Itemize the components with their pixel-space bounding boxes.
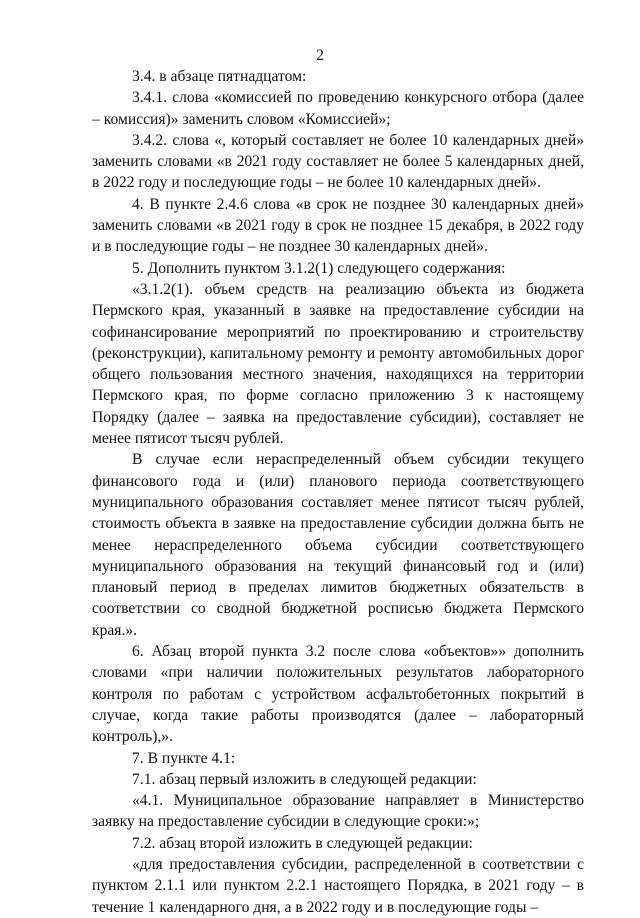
document-body — [92, 66, 584, 918]
paragraph-3-1-2-1: «3.1.2(1). объем средств на реализацию объекта из бюджета Пермского края, указанный в заявке на предоставление субсидии на софинансирование мероприятий по проектированию и строительству (реконструкции), капитальному ремонту и ремонту автомобильных дорог общего пользования местного значения, находящихся на территории Пермского края, по форме согласно приложению 3 к настоящему Порядку (далее – заявка на предоставление субсидии), составляет не менее пятисот тысяч рублей. — [92, 280, 584, 448]
paragraph-4: 4. В пункте 2.4.6 слова «в срок не позднее 30 календарных дней» заменить словами «в 2021 году в срок не позднее 15 декабря, в 2022 году и в последующие годы – не позднее 30 календарных дней». — [92, 195, 584, 256]
paragraph-7-1: 7.1. абзац первый изложить в следующей редакции: — [132, 770, 477, 788]
paragraph-5: 5. Дополнить пунктом 3.1.2(1) следующего содержания: — [132, 259, 506, 277]
paragraph-3-4: 3.4. в абзаце пятнадцатом: — [132, 68, 307, 85]
paragraph-7: 7. В пункте 4.1: — [132, 749, 236, 767]
paragraph-6: 6. Абзац второй пункта 3.2 после слова «объектов»» дополнить словами «при наличии положительных результатов лабораторного контроля по работам с устройством асфальтобетонных покрытий в случае, когда такие работы производятся (далее – лабораторный контроль),». — [92, 643, 584, 746]
page-number: 2 — [316, 47, 324, 64]
paragraph-3-4-1: 3.4.1. слова «комиссией по проведению конкурсного отбора (далее – комиссия)» заменить словом «Комиссией»; — [92, 89, 584, 128]
paragraph-subsidy-deadline: «для предоставления субсидии, распределенной в соответствии с пунктом 2.1.1 или пунктом 2.2.1 настоящего Порядка, в 2021 году – в течение 1 календарного дня, а в 2022 году и в последующие годы – — [92, 855, 584, 916]
paragraph-4-1-quote: «4.1. Муниципальное образование направляет в Министерство заявку на предоставление субсидии в следующие сроки:»; — [92, 792, 584, 831]
paragraph-unallocated-subsidy: В случае если нераспределенный объем субсидии текущего финансового года и (или) планового периода соответствующего муниципального образования составляет менее пятисот тысяч рублей, стоимость объекта в заявке на предоставление субсидии должна быть не менее нераспределенного объема субсидии соответствующего муниципального образования на текущий финансовый год и (или) плановый период в пределах лимитов бюджетных обязательств в соответствии со сводной бюджетной росписью бюджета Пермского края.». — [92, 451, 584, 639]
paragraph-3-4-2: 3.4.2. слова «, который составляет не более 10 календарных дней» заменить словами «в 2021 году составляет не более 5 календарных дней, в 2022 году и последующие годы – не более 10 календарных дней». — [92, 131, 584, 192]
paragraph-7-2: 7.2. абзац второй изложить в следующей редакции: — [132, 834, 473, 852]
